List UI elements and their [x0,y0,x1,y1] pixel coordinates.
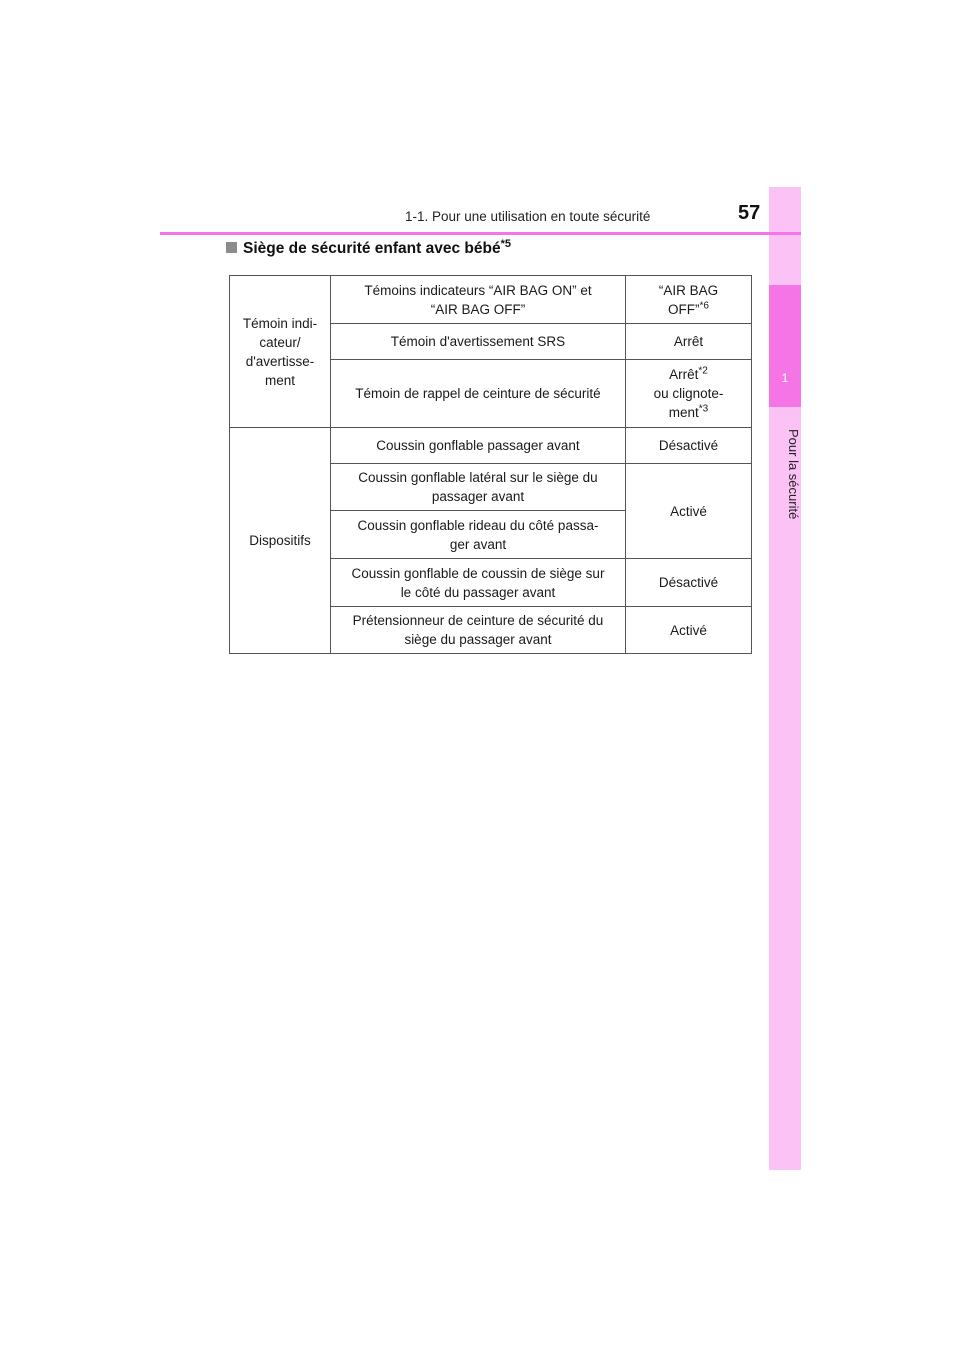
item-cell: Coussin gonflable rideau du côté passa- ger avant [331,511,626,559]
chapter-number: 1 [781,371,789,385]
chapter-title: Pour la sécurité [786,429,801,520]
chapter-marker [769,285,801,407]
page-number: 57 [738,202,761,224]
value-cell: Désactivé [626,428,752,464]
airbag-status-table [229,275,752,654]
value-cell: Activé [626,607,752,654]
chapter-side-tab [769,187,801,1170]
item-cell: Témoins indicateurs “AIR BAG ON” et “AIR BAG OFF” [331,276,626,324]
item-cell: Coussin gonflable latéral sur le siège du passager avant [331,464,626,511]
value-cell: Arrêt [626,324,752,360]
item-cell: Coussin gonflable passager avant [331,428,626,464]
section-title [226,237,511,258]
value-cell: Activé [626,464,752,559]
table-row [230,276,752,324]
running-header: 1-1. Pour une utilisation en toute sécurité [405,209,651,224]
value-cell: Désactivé [626,559,752,607]
group-cell-indicators: Témoin indi- cateur/ d'avertisse- ment [230,276,331,428]
header-rule [160,232,801,235]
item-cell: Coussin gonflable de coussin de siège sur le côté du passager avant [331,559,626,607]
section-title-text: Siège de sécurité enfant avec bébé [243,240,501,257]
table-row [230,428,752,464]
value-cell: “AIR BAG OFF”$^{*6}$ [626,276,752,324]
item-cell: Témoin de rappel de ceinture de sécurité [331,360,626,428]
item-cell: Prétensionneur de ceinture de sécurité du siège du passager avant [331,607,626,654]
value-cell: Arrêt$^{*2}$ ou clignote- ment$^{*3}$ [626,360,752,428]
footnote-ref: *5 [500,237,511,250]
item-cell: Témoin d'avertissement SRS [331,324,626,360]
square-bullet-icon [226,242,237,253]
group-cell-devices: Dispositifs [230,428,331,654]
